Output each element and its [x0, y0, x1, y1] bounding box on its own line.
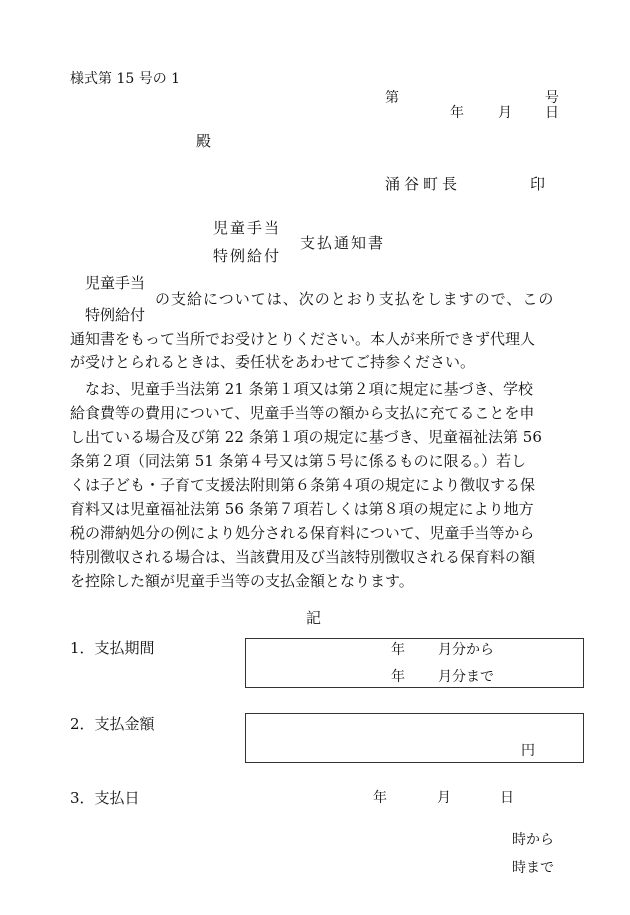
- amount-label: 2．支払金額: [70, 715, 155, 733]
- intro-line2: 通知書をもって当所でお受けとりください。本人が来所できず代理人: [70, 330, 536, 348]
- notice-line: なお、児童手当法第 21 条第１項又は第２項に規定に基づき、学校: [70, 380, 534, 398]
- notice-paragraph: [70, 377, 560, 593]
- intro-stack-top: 児童手当: [85, 274, 146, 292]
- title-main: 支払通知書: [300, 234, 386, 252]
- title-line-top: 児童手当: [213, 219, 282, 237]
- form-number: 様式第 15 号の 1: [70, 71, 181, 87]
- intro-stack-bottom: 特例給付: [85, 306, 146, 324]
- addressee-suffix: 殿: [196, 132, 212, 150]
- notice-line: を控除した額が児童手当等の支払金額となります。: [70, 572, 414, 590]
- ki-heading: 記: [306, 609, 322, 627]
- notice-line: くは子ども・子育て支援法附則第６条第４項の規定により徴収する保: [70, 476, 536, 494]
- period-from-month: 月分から: [438, 642, 494, 658]
- document-number-suffix: 号: [545, 90, 559, 106]
- seal-mark: 印: [530, 175, 546, 193]
- date-label: 3．支払日: [70, 789, 140, 807]
- period-from-year: 年: [391, 642, 405, 658]
- amount-box[interactable]: [245, 713, 584, 763]
- pay-month-label: 月: [437, 790, 451, 806]
- pay-day-label: 日: [500, 790, 514, 806]
- date-year-label: 年: [450, 105, 464, 121]
- date-month-label: 月: [498, 105, 512, 121]
- period-to-month: 月分まで: [438, 669, 494, 685]
- title-line-bottom: 特例給付: [213, 247, 282, 265]
- amount-unit: 円: [521, 743, 535, 759]
- period-label: 1．支払期間: [70, 639, 155, 657]
- document-number-prefix: 第: [385, 90, 399, 106]
- notice-line: 条第２項（同法第 51 条第４号又は第５号に係るものに限る。）若し: [70, 452, 527, 470]
- period-to-year: 年: [391, 669, 405, 685]
- period-box[interactable]: [245, 638, 584, 688]
- intro-line1: の支給については、次のとおり支払をしますので、この: [155, 290, 555, 308]
- intro-line3: が受けとられるときは、委任状をあわせてご持参ください。: [70, 353, 476, 371]
- pay-time-from: 時から: [512, 832, 554, 848]
- notice-line: 給食費等の費用について、児童手当等の額から支払に充てることを申: [70, 404, 535, 422]
- date-day-label: 日: [545, 105, 559, 121]
- notice-line: 特別徴収される場合は、当該費用及び当該特別徴収される保育料の額: [70, 548, 536, 566]
- notice-line: 税の滞納処分の例により処分される保育料について、児童手当等から: [70, 524, 535, 542]
- pay-time-to: 時まで: [512, 860, 554, 876]
- notice-line: し出ている場合及び第 22 条第１項の規定に基づき、児童福祉法第 56: [70, 428, 542, 446]
- sender-name: 涌谷町長: [385, 175, 462, 193]
- pay-year-label: 年: [373, 790, 387, 806]
- notice-line: 育料又は児童福祉法第 56 条第７項若しくは第８項の規定により地方: [70, 500, 534, 518]
